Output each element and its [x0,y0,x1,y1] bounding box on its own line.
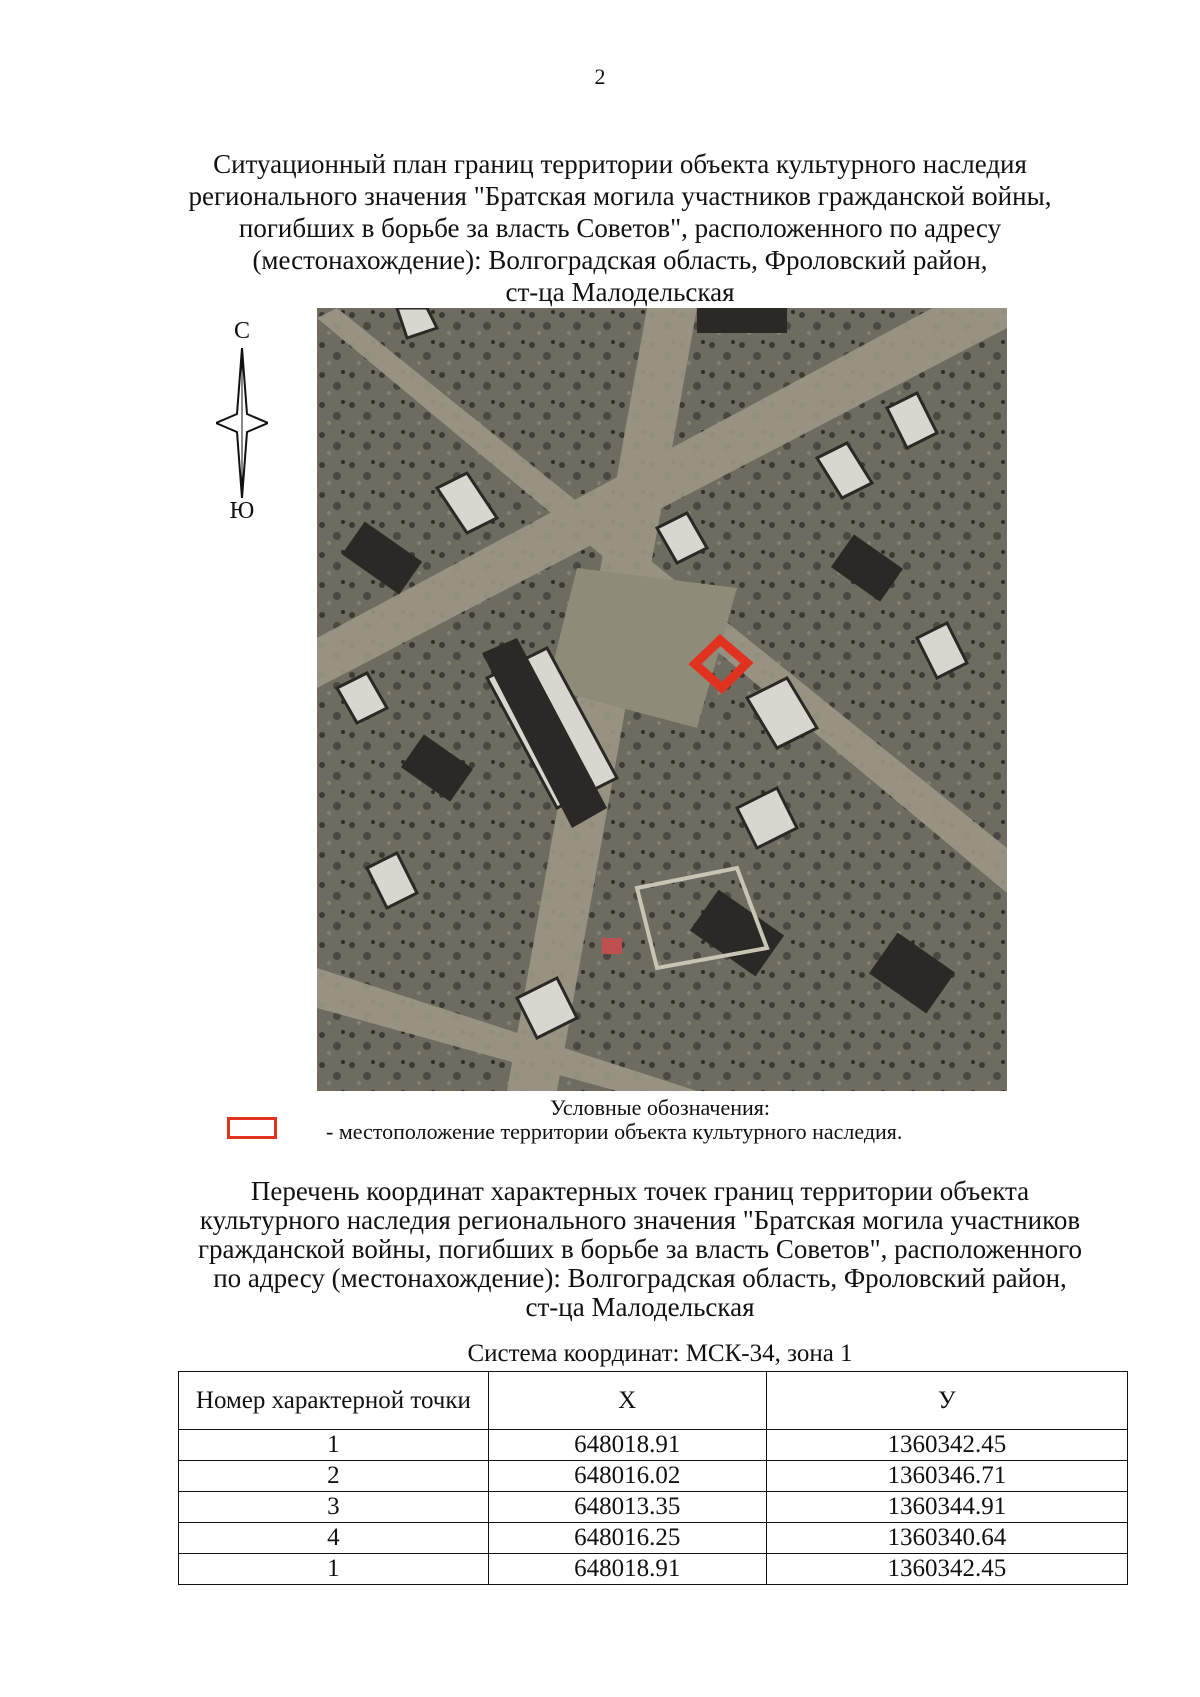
legend-title: Условные обозначения: [549,1095,771,1120]
compass-north-label: С [233,318,250,344]
cell-y: 1360340.64 [766,1523,1127,1554]
plan-title-line: погибших в борьбе за власть Советов", расположенного по адресу [238,213,1002,243]
compass-rose-icon [216,348,268,498]
cell-y: 1360344.91 [766,1492,1127,1523]
table-row [179,1430,1128,1461]
list-title-line: гражданской войны, погибших в борьбе за власть Советов", расположенного [197,1234,1083,1264]
plan-title [180,148,1060,308]
header-x: X [488,1372,766,1430]
cell-x: 648016.02 [488,1461,766,1492]
cell-point: 3 [179,1492,489,1523]
cell-point: 4 [179,1523,489,1554]
compass-south-label: Ю [229,498,255,524]
plan-title-line: Ситуационный план границ территории объекта культурного наследия [213,149,1027,179]
cell-point: 1 [179,1430,489,1461]
legend-swatch [227,1117,277,1139]
header-point-number: Номер характерной точки [179,1372,489,1430]
list-title-line: Перечень координат характерных точек границ территории объекта [250,1176,1030,1206]
legend-item-text: - местоположение территории объекта культурного наследия. [326,1119,903,1144]
table-row [179,1554,1128,1585]
cell-point: 1 [179,1554,489,1585]
cell-x: 648018.91 [488,1430,766,1461]
plan-title-line: ст-ца Малодельская [505,277,735,307]
coordinates-table [178,1371,1128,1585]
cell-x: 648016.25 [488,1523,766,1554]
list-title-line: по адресу (местонахождение): Волгоградская область, Фроловский район, [213,1263,1067,1293]
table-row [179,1523,1128,1554]
table-header-row [179,1372,1128,1430]
table-row [179,1461,1128,1492]
header-y: У [766,1372,1127,1430]
list-title-line: культурного наследия регионального значения "Братская могила участников [199,1205,1081,1235]
cell-y: 1360342.45 [766,1554,1127,1585]
coordinate-system-label: Система координат: МСК-34, зона 1 [467,1340,853,1367]
satellite-map [317,308,1007,1091]
coordinates-list-title [160,1177,1120,1322]
page-number: 2 [594,64,606,89]
cell-y: 1360342.45 [766,1430,1127,1461]
list-title-line: ст-ца Малодельская [525,1292,755,1322]
cell-x: 648013.35 [488,1492,766,1523]
plan-title-line: регионального значения "Братская могила участников гражданской войны, [188,181,1052,211]
cell-y: 1360346.71 [766,1461,1127,1492]
cell-point: 2 [179,1461,489,1492]
cell-x: 648018.91 [488,1554,766,1585]
plan-title-line: (местонахождение): Волгоградская область, Фроловский район, [252,245,988,275]
table-row [179,1492,1128,1523]
